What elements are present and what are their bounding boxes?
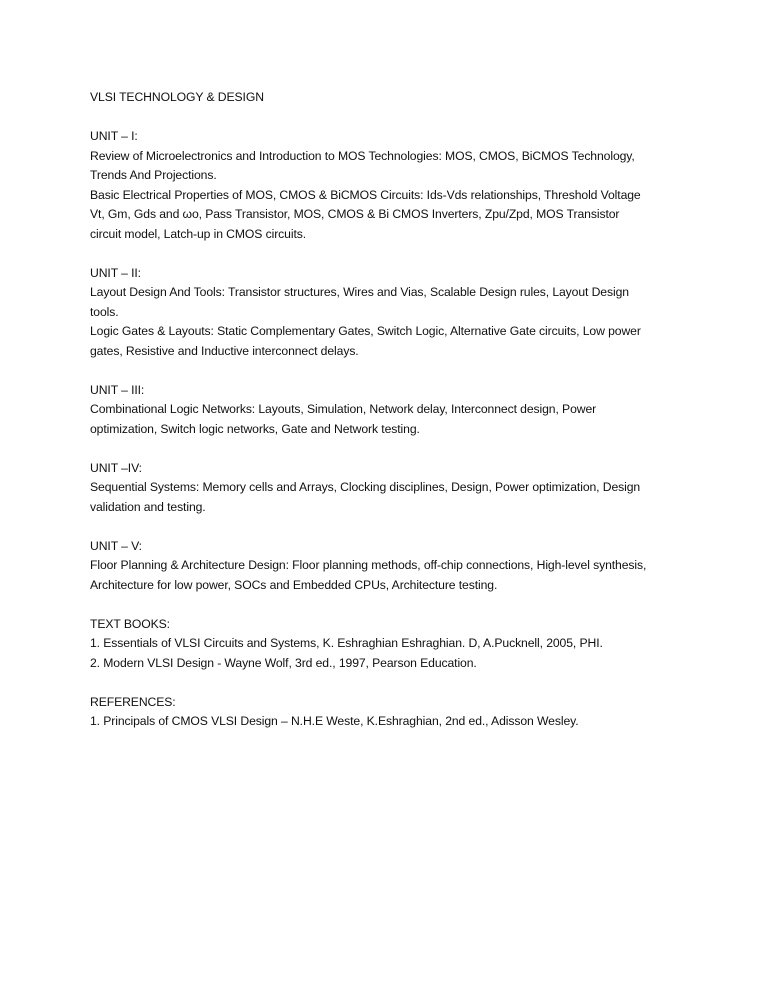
document-title: VLSI TECHNOLOGY & DESIGN — [90, 90, 264, 104]
section-heading: UNIT – III: — [90, 382, 145, 397]
reference-entry: 1. Principals of CMOS VLSI Design – N.H.E Weste, K.Eshraghian, 2nd ed., Adisson Wesley. — [90, 714, 579, 728]
book-entry: 1. Essentials of VLSI Circuits and Systems, K. Eshraghian Eshraghian. D, A.Pucknell, 2005, PHI. — [90, 636, 603, 650]
section-heading: UNIT – II: — [90, 265, 141, 280]
section-paragraph: Review of Microelectronics and Introduction to MOS Technologies: MOS, CMOS, BiCMOS Technology, Trends And Projections. — [90, 148, 635, 182]
section-paragraph: Floor Planning & Architecture Design: Floor planning methods, off-chip connections, High-level synthesis, Architecture for low power, SOCs and Embedded CPUs, Architecture testing. — [90, 558, 647, 592]
section-unit-5 — [90, 537, 650, 596]
section-unit-1 — [90, 127, 650, 244]
section-references — [90, 693, 650, 732]
section-heading: TEXT BOOKS: — [90, 616, 170, 631]
section-paragraph: Basic Electrical Properties of MOS, CMOS & BiCMOS Circuits: Ids-Vds relationships, Threshold Voltage Vt, Gm, Gds and ωo, Pass Transistor, MOS, CMOS & Bi CMOS Inverters, Zpu/Zpd, MOS Transistor circuit model, Latch-up in CMOS circuits. — [90, 187, 641, 241]
section-paragraph: Logic Gates & Layouts: Static Complementary Gates, Switch Logic, Alternative Gate circuits, Low power gates, Resistive and Inductive interconnect delays. — [90, 324, 641, 358]
section-paragraph: Layout Design And Tools: Transistor structures, Wires and Vias, Scalable Design rules, Layout Design tools. — [90, 285, 629, 319]
section-paragraph: Combinational Logic Networks: Layouts, Simulation, Network delay, Interconnect design, Power optimization, Switch logic networks, Gate and Network testing. — [90, 402, 597, 436]
section-heading: REFERENCES: — [90, 694, 176, 709]
section-text-books — [90, 615, 650, 674]
section-heading: UNIT – I: — [90, 129, 138, 143]
section-heading: UNIT – V: — [90, 538, 142, 553]
book-entry: 2. Modern VLSI Design - Wayne Wolf, 3rd ed., 1997, Pearson Education. — [90, 655, 477, 670]
section-heading: UNIT –IV: — [90, 460, 142, 475]
section-unit-4 — [90, 459, 650, 518]
section-unit-3 — [90, 381, 650, 440]
section-unit-2 — [90, 264, 650, 362]
document-page — [90, 88, 650, 751]
section-paragraph: Sequential Systems: Memory cells and Arrays, Clocking disciplines, Design, Power optimization, Design validation and testing. — [90, 480, 641, 514]
